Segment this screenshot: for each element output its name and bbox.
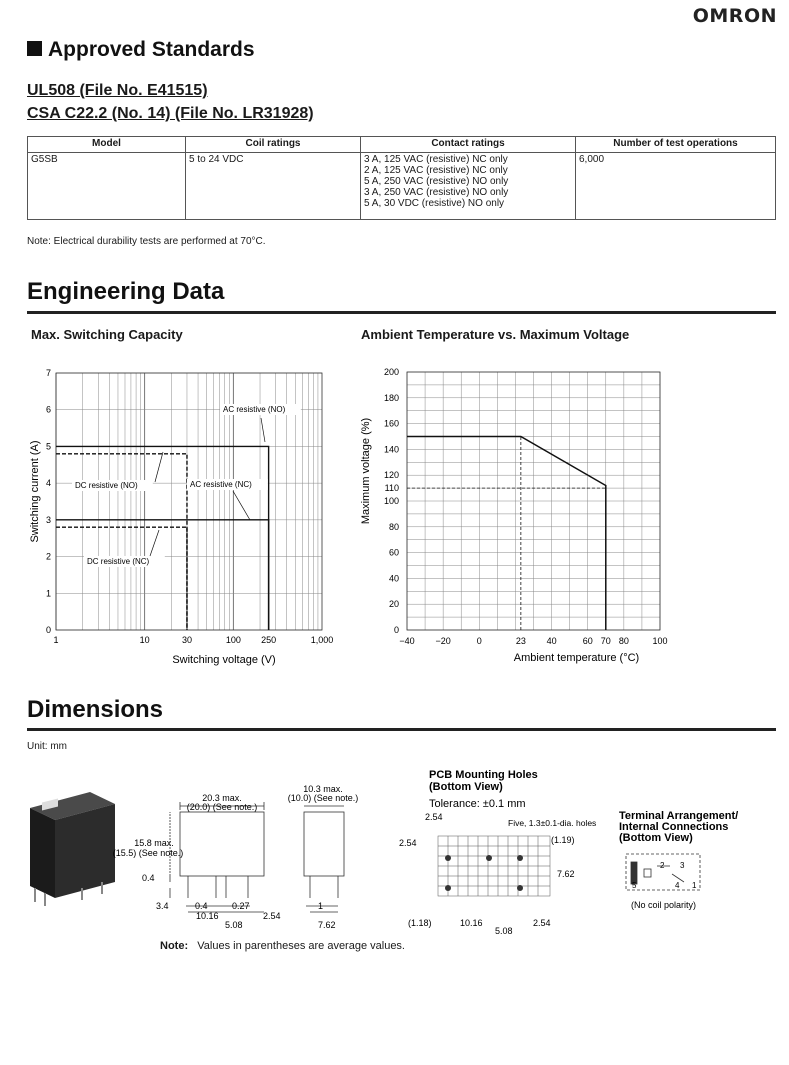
pcb-holes: [445, 855, 523, 891]
dim-label: 7.62: [557, 869, 575, 879]
y-tick-label: 5: [45, 441, 51, 452]
x-tick-label: 0: [476, 636, 482, 646]
y-tick-label: 0: [45, 625, 51, 635]
series-line: [407, 437, 606, 631]
table-header: Number of test operations: [576, 137, 776, 153]
y-tick-label: 4: [45, 478, 51, 489]
dim-label: (1.18): [408, 918, 432, 928]
y-tick-label: 6: [45, 404, 51, 415]
contact-rating: 5 A, 30 VDC (resistive) NO only: [364, 198, 505, 209]
temperature-voltage-chart: [355, 360, 685, 675]
x-tick-label: 60: [582, 636, 593, 646]
omron-logo: OMRON: [692, 5, 777, 27]
note-text: Values in parentheses are average values.: [197, 940, 405, 952]
csa-standard: CSA C22.2 (No. 14) (File No. LR31928): [27, 105, 314, 122]
y-tick-label: 1: [45, 588, 51, 599]
x-axis-label: Ambient temperature (°C): [513, 652, 640, 664]
pin-label: 2: [660, 861, 665, 870]
dim-label: 0.4: [195, 901, 208, 911]
dim-label: 2.54: [263, 911, 281, 921]
chart2-title: Ambient Temperature vs. Maximum Voltage: [361, 327, 630, 342]
dim-label: 2.54: [425, 812, 443, 822]
ul-standard: UL508 (File No. E41515): [27, 82, 208, 99]
table-header: Contact ratings: [361, 137, 576, 153]
pcb-title: PCB Mounting Holes: [429, 770, 538, 781]
y-tick-label: 200: [383, 367, 399, 377]
front-width-label: 20.3 max.: [202, 793, 242, 803]
annotation-leader: [261, 418, 265, 442]
x-tick-label: −20: [435, 636, 451, 646]
dim-label: 0.4: [142, 873, 155, 883]
series-line: [56, 446, 269, 630]
x-tick-label: 23: [515, 636, 526, 646]
x-tick-label: 10: [139, 635, 150, 645]
terminal-title-2: Internal Connections: [619, 821, 729, 833]
y-tick-label: 140: [383, 444, 399, 455]
y-tick-label: 40: [388, 573, 399, 584]
x-tick-label: 100: [225, 635, 241, 645]
terminal-title: Terminal Arrangement/: [619, 810, 739, 822]
y-tick-label: 80: [388, 521, 399, 532]
switching-capacity-chart: [25, 360, 345, 675]
terminal-title-3: (Bottom View): [619, 832, 693, 844]
dim-label: 10.16: [460, 918, 483, 928]
dim-label: 3.4: [156, 901, 169, 911]
table-header: Model: [28, 137, 186, 153]
dim-label: 5.08: [225, 920, 243, 930]
dim-label: 2.54: [399, 838, 417, 848]
pcb-holes-label: Five, 1.3±0.1-dia. holes: [508, 818, 597, 828]
y-tick-label: 2: [45, 551, 51, 562]
y-tick-label: 3: [45, 514, 51, 525]
dim-label: (1.19): [551, 835, 575, 845]
annotation-leader: [150, 530, 159, 556]
table-row: [28, 153, 776, 220]
x-tick-label: 40: [546, 636, 557, 646]
y-tick-label: 100: [383, 496, 399, 506]
y-tick-label: 160: [383, 418, 399, 429]
section-divider: [27, 311, 776, 314]
model-cell: G5SB: [28, 153, 186, 220]
annotation-leader: [233, 491, 250, 520]
contact-rating: 3 A, 250 VAC (resistive) NO only: [364, 187, 509, 198]
terminal-diagram: [626, 854, 700, 890]
approved-standards-title: Approved Standards: [48, 38, 255, 61]
section-divider: [27, 728, 776, 731]
x-tick-label: 1,000: [310, 635, 334, 645]
side-width-label: 10.3 max.: [303, 784, 343, 794]
pcb-title-view: (Bottom View): [429, 781, 503, 793]
chart1-title: Max. Switching Capacity: [31, 327, 183, 342]
pin-label: 1: [692, 881, 697, 890]
contact-rating: 3 A, 125 VAC (resistive) NC only: [364, 154, 508, 165]
x-axis-label: Switching voltage (V): [172, 654, 276, 666]
y-tick-label: 60: [388, 547, 399, 558]
y-tick-label: 20: [388, 599, 399, 610]
pin-label: 4: [675, 881, 680, 890]
front-height-label: 15.8 max.: [134, 838, 174, 848]
y-tick-label: 0: [393, 625, 399, 635]
square-bullet-icon: [27, 41, 42, 56]
dimensions-drawing: [20, 770, 780, 960]
side-width-avg-label: (10.0) (See note.): [287, 793, 359, 803]
durability-note: Note: Electrical durability tests are performed at 70°C.: [27, 236, 266, 247]
relay-photo: [30, 792, 115, 906]
x-tick-label: 70: [600, 636, 611, 646]
series-annotation: AC resistive (NO): [223, 405, 286, 414]
front-view: [170, 802, 264, 912]
x-tick-label: 80: [618, 636, 629, 646]
x-tick-label: 250: [261, 635, 277, 645]
series-annotation: AC resistive (NC): [190, 480, 252, 489]
pcb-grid: [438, 836, 550, 896]
pin-label: 5: [632, 881, 637, 890]
x-tick-label: −40: [399, 636, 415, 646]
series-annotation: DC resistive (NC): [87, 557, 150, 566]
approved-standards-heading: [27, 38, 255, 62]
y-tick-label: 180: [383, 392, 399, 403]
front-height-avg-label: (15.5) (See note.): [112, 848, 184, 858]
dim-label: 2.54: [533, 918, 551, 928]
dim-label: 5.08: [495, 926, 513, 936]
series-line: [56, 520, 269, 630]
coil-cell: 5 to 24 VDC: [186, 153, 361, 220]
table-header: Coil ratings: [186, 137, 361, 153]
front-width-avg-label: (20.0) (See note.): [186, 802, 258, 812]
x-tick-label: 30: [181, 635, 192, 645]
series-annotation: DC resistive (NO): [75, 481, 138, 490]
y-axis-label: Maximum voltage (%): [360, 417, 372, 525]
dim-label: 1: [318, 901, 324, 911]
x-tick-label: 100: [652, 636, 668, 646]
operations-cell: 6,000: [576, 153, 776, 220]
dimensions-note: [160, 940, 405, 952]
pcb-tolerance: Tolerance: ±0.1 mm: [429, 798, 526, 810]
engineering-data-title: Engineering Data: [27, 278, 225, 305]
contact-rating: 2 A, 125 VAC (resistive) NC only: [364, 165, 508, 176]
dim-label: 0.27: [232, 901, 250, 911]
dim-label: 7.62: [318, 920, 336, 930]
terminal-note: (No coil polarity): [631, 900, 697, 910]
dim-label: 10.16: [196, 911, 219, 921]
contact-rating: 5 A, 250 VAC (resistive) NO only: [364, 176, 509, 187]
note-label: Note:: [160, 940, 189, 952]
contacts-cell: [361, 153, 576, 220]
standards-table: [27, 136, 776, 220]
pin-label: 3: [680, 861, 685, 870]
y-axis-label: Switching current (A): [29, 440, 41, 543]
dimensions-title: Dimensions: [27, 696, 164, 723]
x-tick-label: 1: [53, 635, 59, 645]
unit-label: Unit: mm: [27, 741, 67, 752]
y-tick-label: 120: [383, 470, 399, 481]
side-view: [304, 806, 344, 912]
table-header-row: [28, 137, 776, 153]
series-line: [56, 527, 187, 630]
y-tick-label: 7: [45, 368, 51, 378]
annotation-leader: [155, 452, 163, 482]
y-tick-label: 110: [384, 483, 399, 494]
